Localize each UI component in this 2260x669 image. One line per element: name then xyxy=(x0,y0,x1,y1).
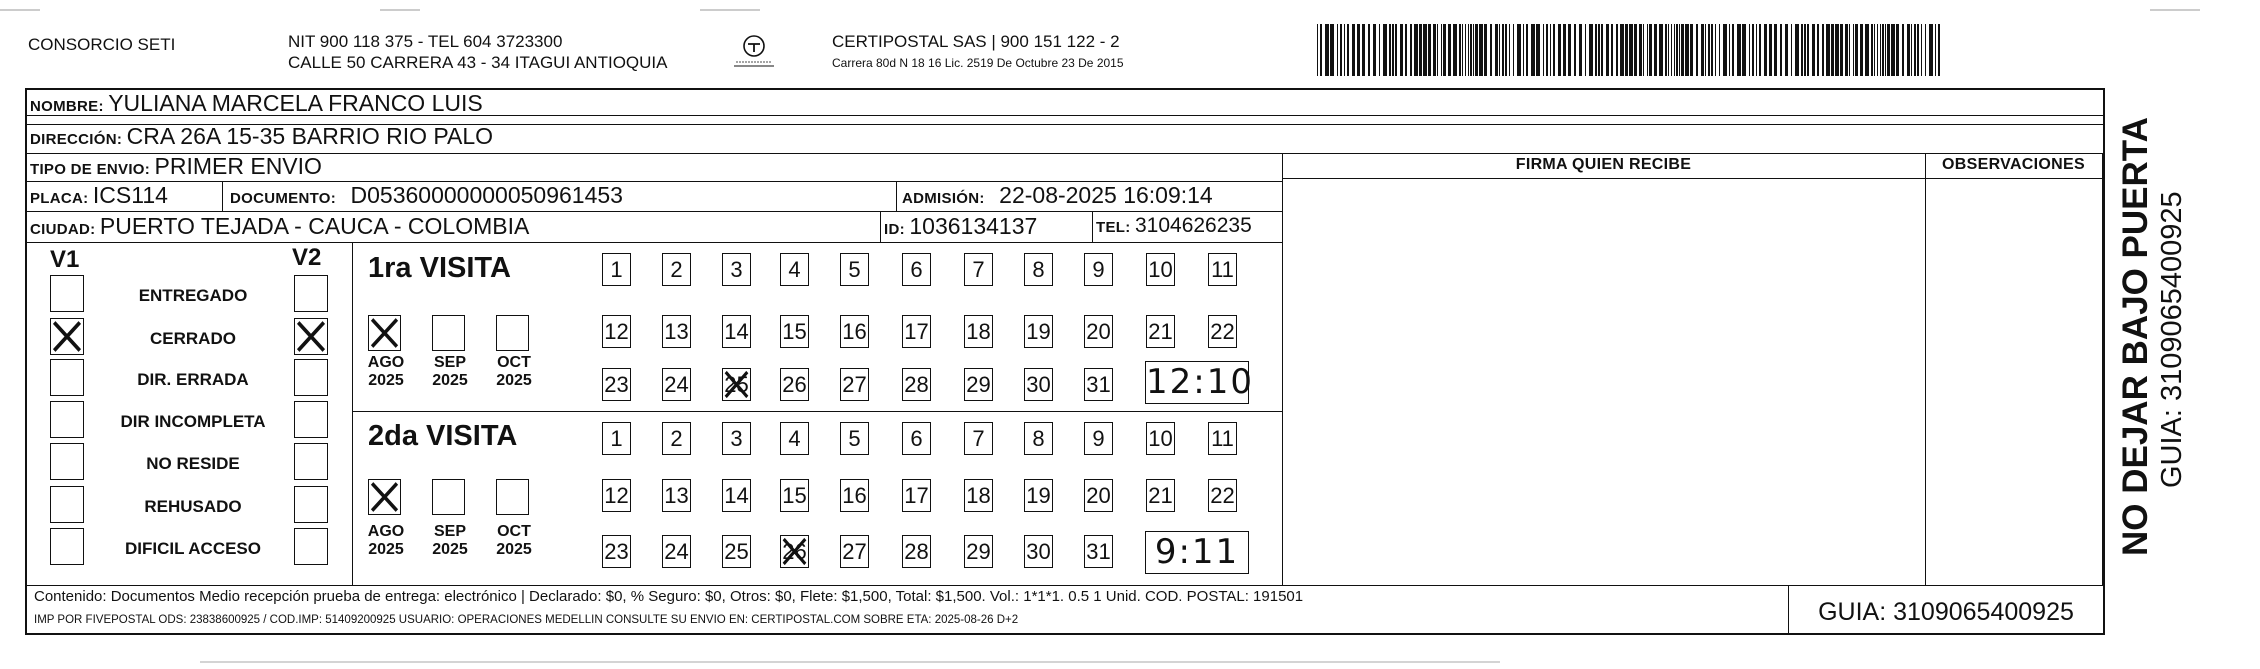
ship-type-label: TIPO DE ENVIO: xyxy=(30,161,151,178)
v2-checkbox[interactable] xyxy=(294,443,328,480)
tel-value: 3104626235 xyxy=(1134,214,1252,237)
visit2-day-number: 9 xyxy=(1092,426,1105,451)
recipient-address: CRA 26A 15-35 BARRIO RIO PALO xyxy=(126,123,494,149)
id-value: 1036134137 xyxy=(909,213,1038,239)
visit2-day-box[interactable] xyxy=(902,479,931,512)
visit1-day-number: 1 xyxy=(610,257,623,282)
city-label: CIUDAD: xyxy=(30,221,96,238)
visit2-day-box[interactable] xyxy=(840,422,869,455)
visit1-day-box[interactable] xyxy=(780,368,809,401)
name-row xyxy=(30,90,483,117)
visit1-day-box[interactable] xyxy=(840,253,869,286)
visit1-month-name: AGO xyxy=(367,354,405,371)
v2-checkbox[interactable] xyxy=(294,275,328,312)
visit2-day-number: 21 xyxy=(1148,483,1173,508)
visit2-day-box[interactable] xyxy=(780,535,809,568)
visit1-day-number: 13 xyxy=(664,319,689,344)
tel-cell xyxy=(1096,214,1252,238)
company-address-line: CALLE 50 CARRERA 43 - 34 ITAGUI ANTIOQUIA xyxy=(288,53,668,72)
visit2-day-number: 16 xyxy=(842,483,867,508)
visit1-day-number: 23 xyxy=(604,372,629,397)
visit1-day-box[interactable] xyxy=(840,315,869,348)
certipostal-logo xyxy=(732,32,776,74)
status-label: ENTREGADO xyxy=(138,286,248,305)
visit1-time-box[interactable] xyxy=(1145,361,1254,404)
admission-label: ADMISIÓN: xyxy=(902,190,985,207)
visit2-day-number: 15 xyxy=(782,483,807,508)
visit1-day-number: 27 xyxy=(842,372,867,397)
visit2-day-number: 30 xyxy=(1026,539,1051,564)
visit2-month-checkbox[interactable] xyxy=(496,479,529,515)
visit1-day-box[interactable] xyxy=(1146,253,1175,286)
visit2-day-number: 18 xyxy=(966,483,991,508)
visit2-day-number: 14 xyxy=(724,483,749,508)
visit2-day-number: 11 xyxy=(1211,426,1234,451)
visit2-time: 9:11 xyxy=(1154,532,1240,572)
visit1-day-number: 17 xyxy=(904,319,929,344)
visit1-day-number: 8 xyxy=(1032,257,1045,282)
visit1-day-box[interactable] xyxy=(722,315,751,348)
visit2-day-number: 24 xyxy=(664,539,689,564)
signature-header: FIRMA QUIEN RECIBE xyxy=(1515,156,1692,173)
visit2-day-box[interactable] xyxy=(722,479,751,512)
visit2-day-box[interactable] xyxy=(1084,535,1113,568)
visit1-day-number: 29 xyxy=(966,372,991,397)
visit2-month-checkbox[interactable] xyxy=(432,479,465,515)
address-row xyxy=(30,123,493,150)
v1-checkbox[interactable] xyxy=(50,318,84,355)
visit2-month-year: 2025 xyxy=(368,541,404,558)
visit2-day-box[interactable] xyxy=(602,422,631,455)
visit1-day-number: 22 xyxy=(1210,319,1235,344)
visit1-day-number: 9 xyxy=(1092,257,1105,282)
city-value: PUERTO TEJADA - CAUCA - COLOMBIA xyxy=(99,213,530,239)
visit2-day-number: 13 xyxy=(664,483,689,508)
footer-print-line: IMP POR FIVEPOSTAL ODS: 23838600925 / COD.IMP: 51409200925 USUARIO: OPERACIONES MEDELLIN CONSULTE SU ENVIO EN: CERTIPOSTAL.COM SOBRE ETA: 2025-08-26 D+2 xyxy=(34,614,1019,626)
visit2-day-number: 10 xyxy=(1148,426,1173,451)
visit2-month-checkbox[interactable] xyxy=(368,479,401,515)
name-label: NOMBRE: xyxy=(30,98,104,115)
visit1-day-number: 4 xyxy=(788,257,801,282)
visit2-day-number: 7 xyxy=(972,426,985,451)
visit1-day-box[interactable] xyxy=(662,253,691,286)
footer-content-line: Contenido: Documentos Medio recepción prueba de entrega: electrónico | Declarado: $0, % Seguro: $0, Otros: $0, Flete: $1,500, Total: $1,500. Vol.: 1*1*1. 0.5 1 Unid. COD. POSTAL: 191501 xyxy=(34,588,1304,605)
visit2-day-box[interactable] xyxy=(1146,479,1175,512)
observations-header: OBSERVACIONES xyxy=(1942,156,2085,173)
visit1-day-box[interactable] xyxy=(1084,368,1113,401)
visit1-day-box[interactable] xyxy=(602,368,631,401)
tel-label: TEL: xyxy=(1096,219,1131,236)
visit1-month-label xyxy=(426,354,474,390)
visit1-day-number: 28 xyxy=(904,372,929,397)
visit2-day-box[interactable] xyxy=(780,479,809,512)
visit2-day-number: 29 xyxy=(966,539,991,564)
bottom-scan-edge xyxy=(200,651,1500,654)
v1-checkbox[interactable] xyxy=(50,528,84,565)
visit2-day-box[interactable] xyxy=(662,479,691,512)
visit1-day-number: 14 xyxy=(724,319,749,344)
certipostal-line: CERTIPOSTAL SAS | 900 151 122 - 2 xyxy=(832,32,1120,51)
visit1-day-number: 20 xyxy=(1086,319,1111,344)
visit1-day-number: 16 xyxy=(842,319,867,344)
visit2-day-number: 12 xyxy=(604,483,629,508)
visit1-day-box[interactable] xyxy=(1024,315,1053,348)
top-scan-edge xyxy=(0,0,2260,4)
visit1-month-name: SEP xyxy=(433,354,466,371)
visit1-day-number: 30 xyxy=(1026,372,1051,397)
visit1-day-box[interactable] xyxy=(780,315,809,348)
visit1-day-number: 2 xyxy=(670,257,683,282)
visit2-day-box[interactable] xyxy=(1084,422,1113,455)
visit2-day-number: 1 xyxy=(610,426,623,451)
visit2-month-name: OCT xyxy=(497,523,531,540)
side-guide: GUIA: 3109065400925 xyxy=(2156,191,2188,488)
v1-checkbox[interactable] xyxy=(50,359,84,396)
visit2-month-name: AGO xyxy=(367,523,405,540)
visit1-month-label xyxy=(490,354,538,390)
visit1-day-box[interactable] xyxy=(964,253,993,286)
visit2-day-number: 31 xyxy=(1086,539,1111,564)
status-label: REHUSADO xyxy=(144,497,242,516)
visit1-day-number: 19 xyxy=(1026,319,1051,344)
document-value: D05360000000050961453 xyxy=(350,182,623,208)
visit2-day-box[interactable] xyxy=(602,479,631,512)
visit1-day-box[interactable] xyxy=(1084,253,1113,286)
ship-type-row xyxy=(30,153,322,180)
company-name: CONSORCIO SETI xyxy=(28,35,176,54)
status-label: DIR INCOMPLETA xyxy=(120,412,266,431)
visit2-day-box[interactable] xyxy=(1208,422,1237,455)
v2-label: V2 xyxy=(292,244,322,271)
company-nit-line: NIT 900 118 375 - TEL 604 3723300 xyxy=(288,32,563,51)
visit1-day-number: 15 xyxy=(782,319,807,344)
v2-checkbox[interactable] xyxy=(294,359,328,396)
visit1-day-number: 11 xyxy=(1211,257,1234,282)
visit1-time: 12:10 xyxy=(1146,362,1254,402)
visit2-day-box[interactable] xyxy=(840,535,869,568)
visit1-day-box[interactable] xyxy=(1024,253,1053,286)
admission-cell xyxy=(902,182,1213,209)
visit1-day-box[interactable] xyxy=(1208,315,1237,348)
visit2-month-label xyxy=(426,523,474,559)
visit2-day-number: 2 xyxy=(670,426,683,451)
visit1-month-year: 2025 xyxy=(432,372,468,389)
visit2-day-box[interactable] xyxy=(902,535,931,568)
visit2-day-box[interactable] xyxy=(964,535,993,568)
visit1-day-box[interactable] xyxy=(902,253,931,286)
visit1-day-box[interactable] xyxy=(964,315,993,348)
visit2-day-number: 26 xyxy=(782,539,807,564)
footer-guide: GUIA: 3109065400925 xyxy=(1818,598,2074,626)
visit2-day-box[interactable] xyxy=(780,422,809,455)
visit1-day-box[interactable] xyxy=(722,253,751,286)
visit2-day-number: 22 xyxy=(1210,483,1235,508)
v1-checkbox[interactable] xyxy=(50,486,84,523)
visit2-day-box[interactable] xyxy=(840,479,869,512)
visit1-day-box[interactable] xyxy=(840,368,869,401)
v1-checkbox[interactable] xyxy=(50,401,84,438)
visit1-day-box[interactable] xyxy=(964,368,993,401)
visit1-day-box[interactable] xyxy=(902,315,931,348)
visit1-day-box[interactable] xyxy=(902,368,931,401)
visit2-time-box[interactable] xyxy=(1145,531,1249,574)
visit2-day-box[interactable] xyxy=(964,422,993,455)
visit1-day-number: 5 xyxy=(848,257,861,282)
visit2-day-number: 23 xyxy=(604,539,629,564)
visit1-day-number: 31 xyxy=(1086,372,1111,397)
status-label: DIR. ERRADA xyxy=(137,370,249,389)
visit1-month-checkbox[interactable] xyxy=(368,315,401,351)
visit2-title: 2da VISITA xyxy=(368,420,518,452)
status-label: NO RESIDE xyxy=(146,454,240,473)
plate-cell xyxy=(30,182,168,209)
visit2-day-box[interactable] xyxy=(1208,479,1237,512)
visit1-day-number: 24 xyxy=(664,372,689,397)
plate-label: PLACA: xyxy=(30,190,89,207)
id-cell xyxy=(884,213,1037,240)
v1-checkbox[interactable] xyxy=(50,275,84,312)
visit1-day-box[interactable] xyxy=(602,315,631,348)
visit1-day-number: 21 xyxy=(1148,319,1173,344)
admission-value: 22-08-2025 16:09:14 xyxy=(999,182,1213,208)
visit2-day-number: 3 xyxy=(730,426,743,451)
status-label: CERRADO xyxy=(150,329,236,348)
visit1-day-box[interactable] xyxy=(722,368,751,401)
visit1-month-name: OCT xyxy=(497,354,531,371)
visit2-month-year: 2025 xyxy=(432,541,468,558)
visit2-day-box[interactable] xyxy=(662,535,691,568)
visit1-day-box[interactable] xyxy=(662,315,691,348)
visit1-month-checkbox[interactable] xyxy=(432,315,465,351)
visit1-month-label xyxy=(362,354,410,390)
visit1-month-year: 2025 xyxy=(496,372,532,389)
v2-checkbox[interactable] xyxy=(294,528,328,565)
v2-checkbox[interactable] xyxy=(294,318,328,355)
document-label: DOCUMENTO: xyxy=(230,190,337,207)
visit1-day-box[interactable] xyxy=(1084,315,1113,348)
visit2-day-box[interactable] xyxy=(1084,479,1113,512)
visit2-day-box[interactable] xyxy=(1024,535,1053,568)
visit2-day-box[interactable] xyxy=(662,422,691,455)
visit2-day-box[interactable] xyxy=(722,535,751,568)
visit2-day-number: 27 xyxy=(842,539,867,564)
barcode xyxy=(1313,24,1949,76)
visit1-month-year: 2025 xyxy=(368,372,404,389)
v1-checkbox[interactable] xyxy=(50,443,84,480)
visit2-day-number: 4 xyxy=(788,426,801,451)
visit2-month-label xyxy=(362,523,410,559)
visit1-day-number: 18 xyxy=(966,319,991,344)
visit2-day-number: 19 xyxy=(1026,483,1051,508)
visit2-day-box[interactable] xyxy=(602,535,631,568)
visit2-day-number: 25 xyxy=(724,539,749,564)
document-cell xyxy=(230,182,623,209)
visit1-day-box[interactable] xyxy=(662,368,691,401)
visit2-day-box[interactable] xyxy=(1024,422,1053,455)
visit2-day-number: 6 xyxy=(910,426,923,451)
visit2-day-box[interactable] xyxy=(964,479,993,512)
license-line: Carrera 80d N 18 16 Lic. 2519 De Octubre 23 De 2015 xyxy=(832,56,1124,70)
visit2-day-box[interactable] xyxy=(722,422,751,455)
visit1-day-box[interactable] xyxy=(1024,368,1053,401)
visit2-day-number: 17 xyxy=(904,483,929,508)
recipient-name: YULIANA MARCELA FRANCO LUIS xyxy=(108,90,483,116)
city-row xyxy=(30,213,529,240)
visit1-day-number: 10 xyxy=(1148,257,1173,282)
visit1-day-number: 3 xyxy=(730,257,743,282)
visit1-day-box[interactable] xyxy=(602,253,631,286)
visit1-day-number: 6 xyxy=(910,257,923,282)
ship-type-value: PRIMER ENVIO xyxy=(154,153,322,179)
visit2-day-box[interactable] xyxy=(1146,422,1175,455)
visit1-day-number: 25 xyxy=(724,372,749,397)
visit1-day-number: 7 xyxy=(972,257,985,282)
visit1-day-box[interactable] xyxy=(1208,253,1237,286)
v1-label: V1 xyxy=(50,246,80,273)
visit2-day-number: 20 xyxy=(1086,483,1111,508)
visit2-month-name: SEP xyxy=(433,523,466,540)
visit1-month-checkbox[interactable] xyxy=(496,315,529,351)
visit2-day-box[interactable] xyxy=(1024,479,1053,512)
visit2-day-number: 5 xyxy=(848,426,861,451)
id-label: ID: xyxy=(884,221,905,238)
visit1-title: 1ra VISITA xyxy=(368,252,511,284)
visit2-month-year: 2025 xyxy=(496,541,532,558)
visit2-day-box[interactable] xyxy=(902,422,931,455)
address-label: DIRECCIÓN: xyxy=(30,131,123,148)
visit1-day-number: 26 xyxy=(782,372,807,397)
visit1-day-number: 12 xyxy=(604,319,629,344)
visit2-month-label xyxy=(490,523,538,559)
plate-value: ICS114 xyxy=(92,182,168,208)
do-not-leave-warning: NO DEJAR BAJO PUERTA xyxy=(2116,117,2155,556)
visit1-day-box[interactable] xyxy=(780,253,809,286)
visit2-day-number: 8 xyxy=(1032,426,1045,451)
visit2-day-number: 28 xyxy=(904,539,929,564)
status-label: DIFICIL ACCESO xyxy=(124,539,261,558)
v2-checkbox[interactable] xyxy=(294,401,328,438)
visit1-day-box[interactable] xyxy=(1146,315,1175,348)
v2-checkbox[interactable] xyxy=(294,486,328,523)
